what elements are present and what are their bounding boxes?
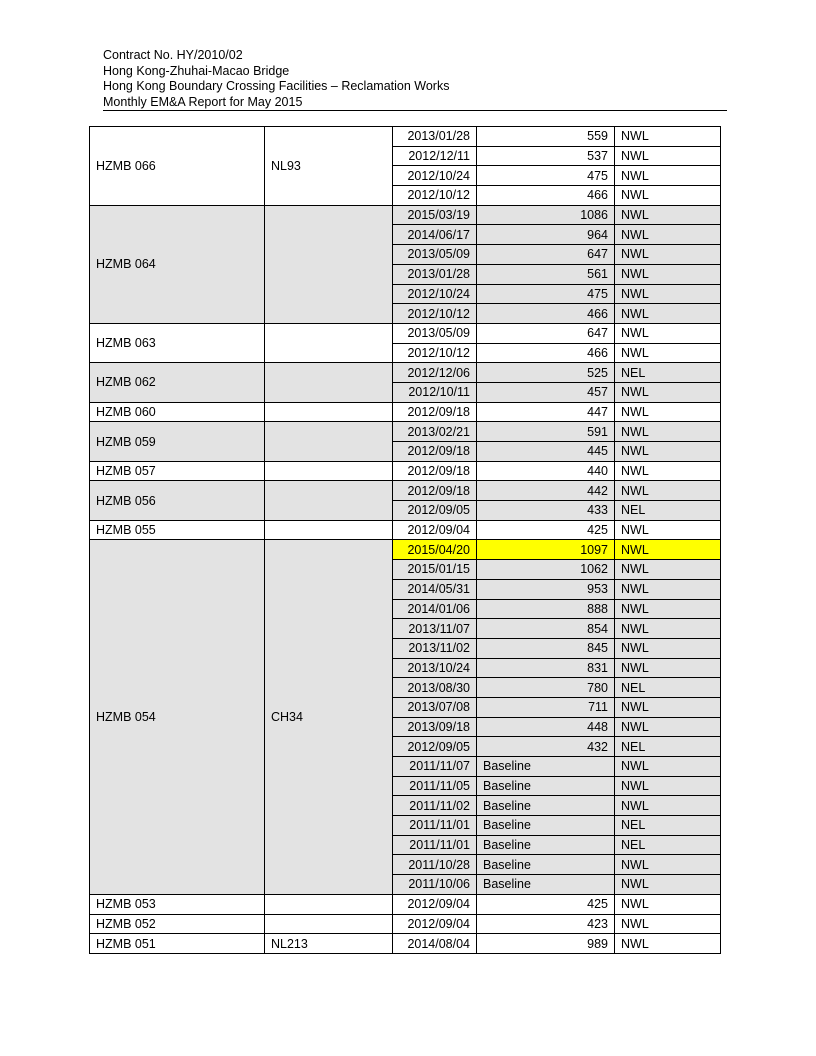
value-cell: 457 (477, 382, 615, 402)
station-id-cell: HZMB 059 (90, 422, 265, 461)
date-cell: 2013/05/09 (393, 323, 477, 343)
value-cell: 831 (477, 658, 615, 678)
reference-cell (265, 422, 393, 461)
table-row (90, 461, 721, 481)
direction-cell: NEL (615, 501, 721, 521)
date-cell: 2012/09/05 (393, 501, 477, 521)
direction-cell: NWL (615, 284, 721, 304)
direction-cell: NWL (615, 658, 721, 678)
reference-cell (265, 520, 393, 540)
value-cell: 854 (477, 619, 615, 639)
date-cell: 2012/10/11 (393, 382, 477, 402)
reference-cell (265, 894, 393, 914)
value-cell: Baseline (477, 875, 615, 895)
reference-cell: NL213 (265, 934, 393, 954)
reference-cell (265, 363, 393, 402)
date-cell: 2013/01/28 (393, 127, 477, 147)
value-cell: 475 (477, 166, 615, 186)
station-id-cell: HZMB 055 (90, 520, 265, 540)
value-cell: 475 (477, 284, 615, 304)
date-cell: 2012/10/24 (393, 284, 477, 304)
project-name: Hong Kong-Zhuhai-Macao Bridge (103, 63, 290, 78)
direction-cell: NWL (615, 343, 721, 363)
date-cell: 2012/09/04 (393, 520, 477, 540)
direction-cell: NWL (615, 461, 721, 481)
direction-cell: NWL (615, 638, 721, 658)
date-cell: 2014/06/17 (393, 225, 477, 245)
date-cell: 2012/10/24 (393, 166, 477, 186)
direction-cell: NWL (615, 402, 721, 422)
date-cell: 2012/10/12 (393, 343, 477, 363)
direction-cell: NEL (615, 835, 721, 855)
header-divider (103, 110, 727, 111)
direction-cell: NWL (615, 579, 721, 599)
table-row (90, 894, 721, 914)
value-cell: 989 (477, 934, 615, 954)
value-cell: 425 (477, 520, 615, 540)
value-cell: 466 (477, 186, 615, 206)
table-row (90, 934, 721, 954)
station-id-cell: HZMB 056 (90, 481, 265, 520)
direction-cell: NWL (615, 245, 721, 265)
value-cell: 433 (477, 501, 615, 521)
value-cell: 425 (477, 894, 615, 914)
date-cell: 2012/09/18 (393, 402, 477, 422)
direction-cell: NWL (615, 599, 721, 619)
date-cell: 2012/09/04 (393, 914, 477, 934)
direction-cell: NWL (615, 481, 721, 501)
station-id-cell: HZMB 060 (90, 402, 265, 422)
date-cell: 2011/11/01 (393, 816, 477, 836)
direction-cell: NWL (615, 205, 721, 225)
value-cell: 525 (477, 363, 615, 383)
table-row (90, 363, 721, 383)
value-cell: 466 (477, 343, 615, 363)
station-id-cell: HZMB 066 (90, 127, 265, 206)
value-cell: 537 (477, 146, 615, 166)
direction-cell: NWL (615, 127, 721, 147)
date-cell: 2011/11/01 (393, 835, 477, 855)
direction-cell: NEL (615, 816, 721, 836)
station-id-cell: HZMB 057 (90, 461, 265, 481)
date-cell: 2012/09/18 (393, 461, 477, 481)
table-row (90, 481, 721, 501)
value-cell: 845 (477, 638, 615, 658)
value-cell: 647 (477, 245, 615, 265)
reference-cell (265, 481, 393, 520)
station-id-cell: HZMB 053 (90, 894, 265, 914)
value-cell: 964 (477, 225, 615, 245)
date-cell: 2011/11/07 (393, 757, 477, 777)
direction-cell: NWL (615, 619, 721, 639)
station-id-cell: HZMB 054 (90, 540, 265, 894)
date-cell: 2013/11/02 (393, 638, 477, 658)
value-cell: 647 (477, 323, 615, 343)
direction-cell: NWL (615, 520, 721, 540)
direction-cell: NWL (615, 166, 721, 186)
date-cell: 2013/02/21 (393, 422, 477, 442)
records-table (89, 126, 721, 954)
date-cell: 2012/09/04 (393, 894, 477, 914)
date-cell: 2011/10/06 (393, 875, 477, 895)
value-cell: Baseline (477, 796, 615, 816)
date-cell: 2011/11/05 (393, 776, 477, 796)
value-cell: Baseline (477, 816, 615, 836)
date-cell: 2014/01/06 (393, 599, 477, 619)
reference-cell: NL93 (265, 127, 393, 206)
value-cell: 448 (477, 717, 615, 737)
date-cell: 2013/08/30 (393, 678, 477, 698)
value-cell: 445 (477, 442, 615, 462)
direction-cell: NWL (615, 560, 721, 580)
date-cell: 2015/04/20 (393, 540, 477, 560)
reference-cell (265, 323, 393, 362)
value-cell: 442 (477, 481, 615, 501)
direction-cell: NWL (615, 875, 721, 895)
direction-cell: NWL (615, 776, 721, 796)
direction-cell: NWL (615, 186, 721, 206)
date-cell: 2012/09/18 (393, 442, 477, 462)
table-row (90, 402, 721, 422)
table-row (90, 205, 721, 225)
report-header (103, 48, 727, 110)
table-row (90, 323, 721, 343)
value-cell: 780 (477, 678, 615, 698)
date-cell: 2013/10/24 (393, 658, 477, 678)
value-cell: Baseline (477, 776, 615, 796)
date-cell: 2015/01/15 (393, 560, 477, 580)
date-cell: 2015/03/19 (393, 205, 477, 225)
value-cell: Baseline (477, 757, 615, 777)
table-row (90, 127, 721, 147)
direction-cell: NEL (615, 678, 721, 698)
date-cell: 2013/05/09 (393, 245, 477, 265)
value-cell: Baseline (477, 835, 615, 855)
direction-cell: NWL (615, 442, 721, 462)
direction-cell: NWL (615, 540, 721, 560)
value-cell: 466 (477, 304, 615, 324)
date-cell: 2014/05/31 (393, 579, 477, 599)
direction-cell: NWL (615, 225, 721, 245)
station-id-cell: HZMB 062 (90, 363, 265, 402)
date-cell: 2011/10/28 (393, 855, 477, 875)
direction-cell: NWL (615, 855, 721, 875)
direction-cell: NWL (615, 304, 721, 324)
value-cell: 423 (477, 914, 615, 934)
contract-number: Contract No. HY/2010/02 (103, 48, 243, 62)
direction-cell: NWL (615, 422, 721, 442)
value-cell: 559 (477, 127, 615, 147)
value-cell: 561 (477, 264, 615, 284)
value-cell: 1097 (477, 540, 615, 560)
table-row (90, 540, 721, 560)
report-title: Monthly EM&A Report for May 2015 (103, 94, 303, 109)
direction-cell: NWL (615, 382, 721, 402)
date-cell: 2011/11/02 (393, 796, 477, 816)
date-cell: 2012/09/05 (393, 737, 477, 757)
date-cell: 2013/09/18 (393, 717, 477, 737)
direction-cell: NWL (615, 323, 721, 343)
reference-cell (265, 402, 393, 422)
value-cell: 1062 (477, 560, 615, 580)
date-cell: 2012/12/11 (393, 146, 477, 166)
table-row (90, 914, 721, 934)
value-cell: 953 (477, 579, 615, 599)
value-cell: 440 (477, 461, 615, 481)
reference-cell (265, 461, 393, 481)
date-cell: 2013/11/07 (393, 619, 477, 639)
date-cell: 2014/08/04 (393, 934, 477, 954)
direction-cell: NWL (615, 717, 721, 737)
station-id-cell: HZMB 052 (90, 914, 265, 934)
direction-cell: NWL (615, 796, 721, 816)
direction-cell: NWL (615, 934, 721, 954)
table-row (90, 422, 721, 442)
direction-cell: NWL (615, 264, 721, 284)
value-cell: 711 (477, 697, 615, 717)
records-table-body (90, 127, 721, 954)
direction-cell: NEL (615, 363, 721, 383)
direction-cell: NEL (615, 737, 721, 757)
reference-cell (265, 914, 393, 934)
station-id-cell: HZMB 051 (90, 934, 265, 954)
date-cell: 2012/09/18 (393, 481, 477, 501)
direction-cell: NWL (615, 757, 721, 777)
direction-cell: NWL (615, 894, 721, 914)
table-row (90, 520, 721, 540)
reference-cell (265, 205, 393, 323)
value-cell: 888 (477, 599, 615, 619)
value-cell: Baseline (477, 855, 615, 875)
value-cell: 432 (477, 737, 615, 757)
date-cell: 2012/10/12 (393, 304, 477, 324)
station-id-cell: HZMB 064 (90, 205, 265, 323)
value-cell: 447 (477, 402, 615, 422)
date-cell: 2012/10/12 (393, 186, 477, 206)
direction-cell: NWL (615, 914, 721, 934)
date-cell: 2012/12/06 (393, 363, 477, 383)
date-cell: 2013/07/08 (393, 697, 477, 717)
date-cell: 2013/01/28 (393, 264, 477, 284)
direction-cell: NWL (615, 146, 721, 166)
direction-cell: NWL (615, 697, 721, 717)
reference-cell: CH34 (265, 540, 393, 894)
station-id-cell: HZMB 063 (90, 323, 265, 362)
works-name: Hong Kong Boundary Crossing Facilities – Reclamation Works (103, 79, 450, 93)
value-cell: 591 (477, 422, 615, 442)
value-cell: 1086 (477, 205, 615, 225)
